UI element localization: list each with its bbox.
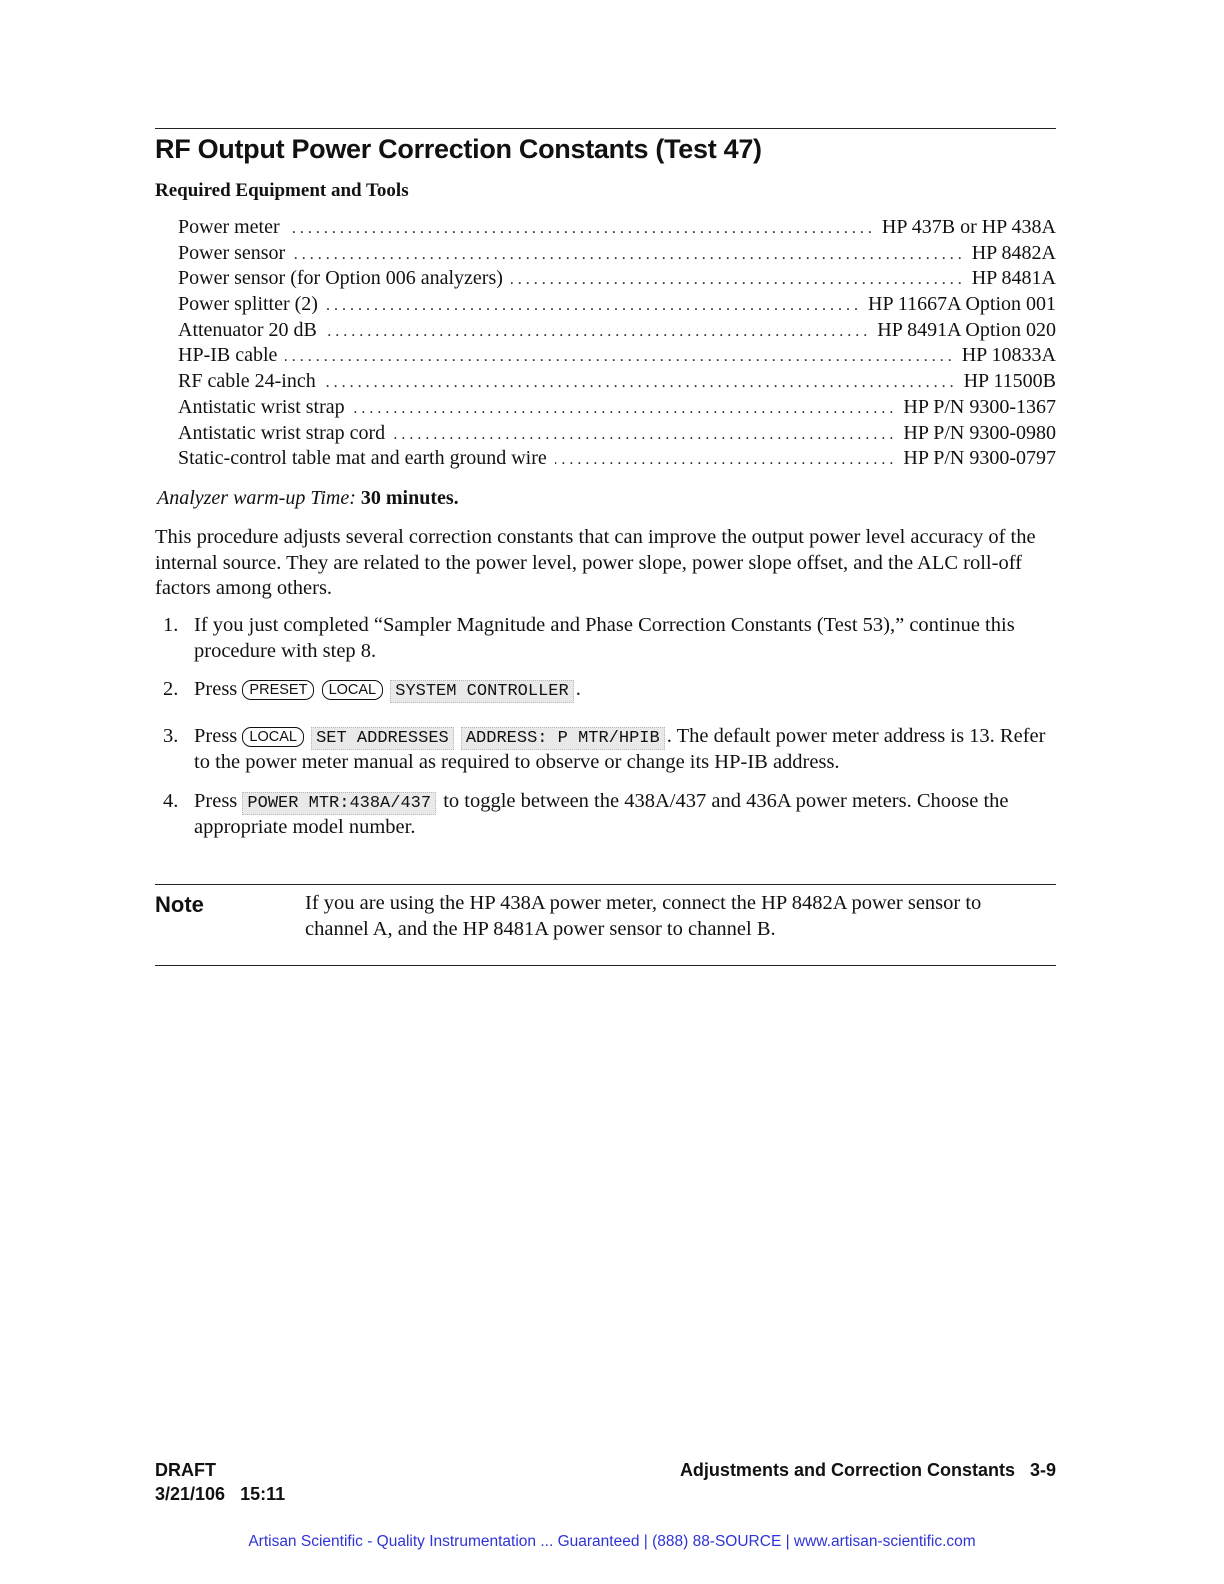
power-mtr-softkey[interactable]: POWER MTR:438A/437 [242,792,436,815]
step-1 [163,613,1058,664]
step-press: Press [194,725,238,747]
equipment-part: HP 437B or HP 438A [881,216,1056,238]
step-2 [163,677,1058,703]
note-label: Note [155,892,204,917]
procedure-steps [163,613,1058,840]
footer-section-title: Adjustments and Correction Constants [679,1460,1015,1480]
equipment-part: HP 8482A [971,241,1056,264]
system-controller-softkey[interactable]: SYSTEM CONTROLLER [390,680,573,703]
equipment-name: Static-control table mat and earth ground wire [178,447,547,470]
equipment-item [178,267,1056,293]
dot-leader [511,271,966,289]
dot-leader [555,451,898,469]
equipment-item [178,293,1056,319]
note-bottom-rule [155,965,1056,966]
equipment-item [178,216,1056,242]
equipment-item [178,242,1056,268]
equipment-item [178,447,1056,473]
step-text: . The default power meter address is 13. Refer to the power meter manual as required to observe or change its HP-IB address. [194,725,1046,773]
equipment-item [178,319,1056,345]
equipment-part: HP 11500B [963,370,1056,393]
dot-leader [293,246,966,264]
warmup-label: Analyzer warm-up Time: [157,487,356,509]
equipment-name: Power splitter (2) [178,293,318,316]
preset-key[interactable]: PRESET [242,680,314,700]
step-3 [163,724,1058,776]
step-number: 2. [163,678,179,700]
equipment-part: HP P/N 9300-0980 [903,421,1056,444]
step-press: Press [194,789,238,812]
equipment-name: HP-IB cable [178,344,278,367]
step-number: 3. [163,725,179,747]
equipment-name: Power sensor (for Option 006 analyzers) [178,267,503,290]
local-key[interactable]: LOCAL [322,680,384,700]
equipment-part: HP 11667A Option 001 [868,293,1056,316]
equipment-name: Attenuator 20 dB [178,318,317,341]
warmup-value: 30 minutes. [360,487,459,509]
equipment-part: HP P/N 9300-1367 [903,395,1056,418]
footer-date: 3/21/106 15:11 [155,1484,286,1504]
equipment-part: HP 8481A [971,267,1056,290]
dot-leader [325,323,871,341]
dot-leader [353,400,898,418]
footer-draft: DRAFT [155,1460,216,1480]
dot-leader [288,220,876,238]
equipment-name: Power sensor [178,241,286,264]
equipment-name: RF cable 24-inch [178,370,316,393]
top-rule [155,128,1056,129]
equipment-item [178,370,1056,396]
dot-leader [393,426,897,444]
watermark-link[interactable]: Artisan Scientific - Quality Instrumentation ... Guaranteed | (888) 88-SOURCE | www.artisan-scientific.com [248,1533,976,1550]
dot-leader [285,348,955,366]
note-text: If you are using the HP 438A power meter, connect the HP 8482A power sensor to channel A, and the HP 8481A power sensor to channel B. [305,892,982,940]
step-text: If you just completed “Sampler Magnitude and Phase Correction Constants (Test 53),” continue this procedure with step 8. [194,614,1015,662]
intro-paragraph: This procedure adjusts several correction constants that can improve the output power level accuracy of the internal source. They are related to the power level, power slope, power slope offset, and the ALC roll-off factors among others. [155,526,1036,599]
equipment-list [178,216,1056,473]
dot-leader [326,297,862,315]
equipment-name: Power meter [178,216,280,238]
address-p-mtr-hpib-softkey[interactable]: ADDRESS: P MTR/HPIB [461,727,665,750]
equipment-part: HP 10833A [961,344,1056,367]
equipment-name: Antistatic wrist strap [178,395,345,418]
equipment-part: HP P/N 9300-0797 [903,447,1056,470]
note-top-rule [155,884,1056,885]
step-4 [163,789,1058,841]
step-text: to toggle between the 438A/437 and 436A power meters. Choose the appropriate model number. [194,789,1009,838]
equipment-heading: Required Equipment and Tools [155,180,409,201]
equipment-item [178,422,1056,448]
footer-section [680,1460,1056,1481]
equipment-name: Antistatic wrist strap cord [178,421,386,444]
step-press: Press [194,678,238,700]
page-title: RF Output Power Correction Constants (Test 47) [155,134,762,164]
local-key[interactable]: LOCAL [242,727,304,747]
dot-leader [324,374,958,392]
page-number: 3-9 [1029,1460,1056,1480]
warmup-time [157,487,459,510]
step-number: 1. [163,614,179,636]
step-end: . [575,678,581,700]
step-number: 4. [163,789,179,812]
equipment-item [178,344,1056,370]
equipment-item [178,396,1056,422]
set-addresses-softkey[interactable]: SET ADDRESSES [311,727,454,750]
equipment-part: HP 8491A Option 020 [877,318,1056,341]
